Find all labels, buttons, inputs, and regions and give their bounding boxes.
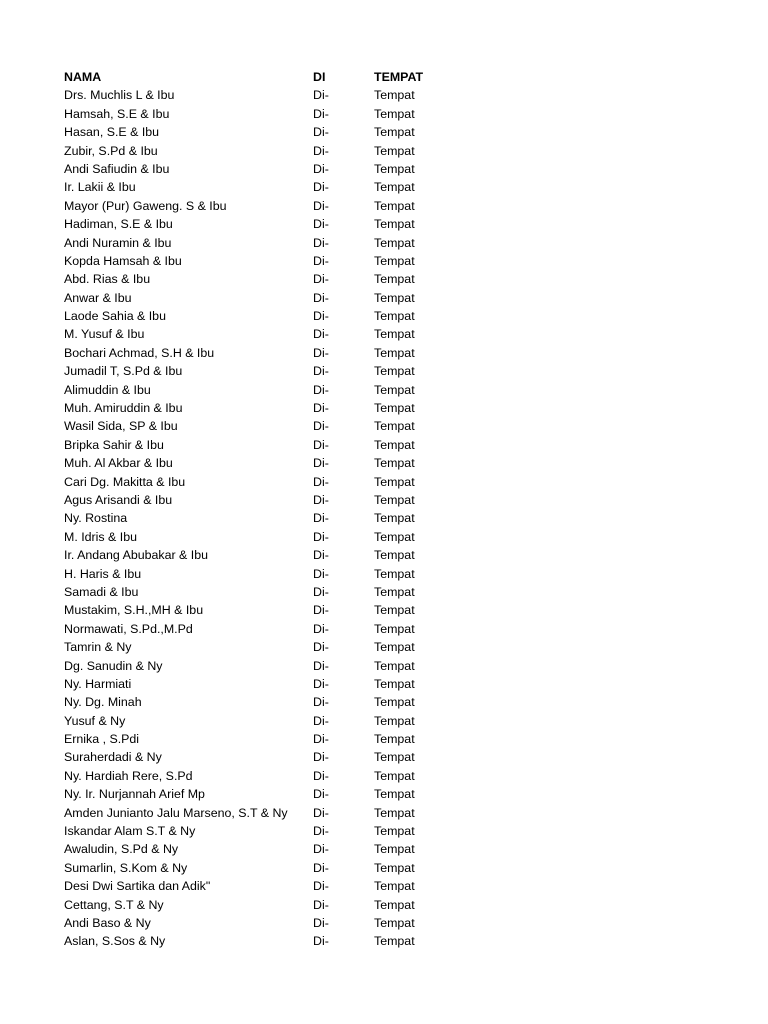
cell-nama: Desi Dwi Sartika dan Adik" [64, 879, 211, 894]
cell-nama: Aslan, S.Sos & Ny [64, 934, 166, 949]
cell-tempat: Tempat [374, 309, 415, 324]
cell-nama: M. Idris & Ibu [64, 529, 137, 544]
cell-di: Di- [313, 529, 329, 544]
cell-tempat: Tempat [374, 161, 415, 176]
cell-nama: Hasan, S.E & Ibu [64, 125, 160, 140]
cell-nama: Tamrin & Ny [64, 640, 132, 655]
cell-tempat: Tempat [374, 290, 415, 305]
cell-nama: Yusuf & Ny [64, 713, 126, 728]
cell-nama: Wasil Sida, SP & Ibu [64, 419, 178, 434]
cell-di: Di- [313, 897, 329, 912]
cell-di: Di- [313, 401, 329, 416]
cell-nama: Zubir, S.Pd & Ibu [64, 143, 158, 158]
cell-nama: Hamsah, S.E & Ibu [64, 106, 170, 121]
cell-tempat: Tempat [374, 327, 415, 342]
table-row [64, 546, 484, 564]
cell-tempat: Tempat [374, 253, 415, 268]
table-row [64, 160, 484, 178]
cell-tempat: Tempat [374, 897, 415, 912]
cell-tempat: Tempat [374, 364, 415, 379]
cell-di: Di- [313, 327, 329, 342]
cell-di: Di- [313, 566, 329, 581]
table-row [64, 896, 484, 914]
cell-nama: Ir. Andang Abubakar & Ibu [64, 548, 208, 563]
cell-tempat: Tempat [374, 492, 415, 507]
table-row [64, 399, 484, 417]
table-row [64, 270, 484, 288]
cell-di: Di- [313, 382, 329, 397]
table-row [64, 491, 484, 509]
cell-di: Di- [313, 805, 329, 820]
cell-tempat: Tempat [374, 437, 415, 452]
table-row [64, 840, 484, 858]
cell-di: Di- [313, 750, 329, 765]
cell-nama: Ir. Lakii & Ibu [64, 180, 136, 195]
cell-tempat: Tempat [374, 529, 415, 544]
cell-tempat: Tempat [374, 750, 415, 765]
cell-di: Di- [313, 824, 329, 839]
cell-tempat: Tempat [374, 805, 415, 820]
cell-nama: Alimuddin & Ibu [64, 382, 151, 397]
cell-tempat: Tempat [374, 824, 415, 839]
table-row [64, 638, 484, 656]
cell-nama: Jumadil T, S.Pd & Ibu [64, 364, 183, 379]
header-tempat: TEMPAT [374, 70, 424, 84]
table-row [64, 859, 484, 877]
cell-tempat: Tempat [374, 180, 415, 195]
cell-di: Di- [313, 456, 329, 471]
cell-nama: Dg. Sanudin & Ny [64, 658, 163, 673]
cell-di: Di- [313, 548, 329, 563]
cell-di: Di- [313, 437, 329, 452]
table-row [64, 583, 484, 601]
table-row [64, 178, 484, 196]
table-row [64, 693, 484, 711]
cell-di: Di- [313, 511, 329, 526]
table-row [64, 142, 484, 160]
table-row [64, 620, 484, 638]
table-row [64, 877, 484, 895]
cell-di: Di- [313, 419, 329, 434]
cell-nama: Mayor (Pur) Gaweng. S & Ibu [64, 198, 227, 213]
table-row [64, 914, 484, 932]
cell-nama: Drs. Muchlis L & Ibu [64, 88, 175, 103]
table-row [64, 509, 484, 527]
cell-tempat: Tempat [374, 732, 415, 747]
cell-tempat: Tempat [374, 768, 415, 783]
cell-di: Di- [313, 88, 329, 103]
cell-nama: H. Haris & Ibu [64, 566, 142, 581]
cell-nama: Ny. Ir. Nurjannah Arief Mp [64, 787, 205, 802]
cell-nama: Anwar & Ibu [64, 290, 132, 305]
cell-di: Di- [313, 106, 329, 121]
cell-di: Di- [313, 603, 329, 618]
table-row [64, 730, 484, 748]
table-row [64, 417, 484, 435]
cell-nama: Andi Baso & Ny [64, 915, 151, 930]
cell-tempat: Tempat [374, 695, 415, 710]
cell-di: Di- [313, 272, 329, 287]
cell-tempat: Tempat [374, 860, 415, 875]
cell-nama: Sumarlin, S.Kom & Ny [64, 860, 188, 875]
table-row [64, 748, 484, 766]
cell-nama: Andi Safiudin & Ibu [64, 161, 170, 176]
cell-tempat: Tempat [374, 88, 415, 103]
cell-tempat: Tempat [374, 676, 415, 691]
guest-list-table [64, 68, 484, 951]
cell-tempat: Tempat [374, 511, 415, 526]
cell-tempat: Tempat [374, 143, 415, 158]
cell-di: Di- [313, 658, 329, 673]
cell-nama: Ernika , S.Pdi [64, 732, 140, 747]
cell-di: Di- [313, 125, 329, 140]
table-row [64, 822, 484, 840]
header-di: DI [313, 70, 326, 84]
cell-di: Di- [313, 253, 329, 268]
cell-di: Di- [313, 235, 329, 250]
cell-di: Di- [313, 198, 329, 213]
cell-nama: Cari Dg. Makitta & Ibu [64, 474, 186, 489]
table-row [64, 454, 484, 472]
cell-nama: Awaludin, S.Pd & Ny [64, 842, 179, 857]
cell-nama: M. Yusuf & Ibu [64, 327, 145, 342]
cell-tempat: Tempat [374, 419, 415, 434]
cell-di: Di- [313, 345, 329, 360]
cell-nama: Samadi & Ibu [64, 584, 139, 599]
table-row [64, 785, 484, 803]
cell-di: Di- [313, 768, 329, 783]
cell-tempat: Tempat [374, 842, 415, 857]
cell-tempat: Tempat [374, 456, 415, 471]
cell-tempat: Tempat [374, 106, 415, 121]
cell-nama: Cettang, S.T & Ny [64, 897, 164, 912]
cell-tempat: Tempat [374, 621, 415, 636]
table-row [64, 767, 484, 785]
table-row [64, 289, 484, 307]
cell-tempat: Tempat [374, 934, 415, 949]
cell-tempat: Tempat [374, 584, 415, 599]
table-row [64, 234, 484, 252]
cell-nama: Hadiman, S.E & Ibu [64, 217, 173, 232]
cell-di: Di- [313, 621, 329, 636]
table-row [64, 528, 484, 546]
table-row [64, 436, 484, 454]
table-row [64, 804, 484, 822]
cell-di: Di- [313, 492, 329, 507]
cell-nama: Andi Nuramin & Ibu [64, 235, 172, 250]
cell-di: Di- [313, 180, 329, 195]
cell-tempat: Tempat [374, 401, 415, 416]
cell-tempat: Tempat [374, 548, 415, 563]
cell-nama: Iskandar Alam S.T & Ny [64, 824, 196, 839]
table-row [64, 712, 484, 730]
cell-tempat: Tempat [374, 198, 415, 213]
table-row [64, 215, 484, 233]
cell-nama: Mustakim, S.H.,MH & Ibu [64, 603, 204, 618]
cell-nama: Muh. Amiruddin & Ibu [64, 401, 183, 416]
table-header-row [64, 68, 484, 86]
cell-nama: Bochari Achmad, S.H & Ibu [64, 345, 215, 360]
cell-tempat: Tempat [374, 382, 415, 397]
cell-di: Di- [313, 787, 329, 802]
cell-di: Di- [313, 474, 329, 489]
cell-nama: Bripka Sahir & Ibu [64, 437, 164, 452]
table-body [64, 86, 484, 950]
table-row [64, 86, 484, 104]
table-row [64, 675, 484, 693]
cell-tempat: Tempat [374, 787, 415, 802]
cell-nama: Suraherdadi & Ny [64, 750, 162, 765]
table-row [64, 252, 484, 270]
cell-tempat: Tempat [374, 713, 415, 728]
cell-di: Di- [313, 915, 329, 930]
cell-nama: Abd. Rias & Ibu [64, 272, 151, 287]
cell-nama: Agus Arisandi & Ibu [64, 492, 173, 507]
cell-tempat: Tempat [374, 272, 415, 287]
cell-nama: Kopda Hamsah & Ibu [64, 253, 182, 268]
cell-di: Di- [313, 732, 329, 747]
table-row [64, 123, 484, 141]
cell-nama: Laode Sahia & Ibu [64, 309, 166, 324]
cell-di: Di- [313, 934, 329, 949]
cell-di: Di- [313, 640, 329, 655]
table-row [64, 105, 484, 123]
cell-nama: Ny. Rostina [64, 511, 128, 526]
header-nama: NAMA [64, 70, 102, 84]
cell-nama: Amden Junianto Jalu Marseno, S.T & Ny [64, 805, 288, 820]
cell-di: Di- [313, 290, 329, 305]
cell-nama: Ny. Hardiah Rere, S.Pd [64, 768, 193, 783]
cell-di: Di- [313, 364, 329, 379]
cell-di: Di- [313, 143, 329, 158]
cell-tempat: Tempat [374, 879, 415, 894]
cell-di: Di- [313, 860, 329, 875]
cell-di: Di- [313, 217, 329, 232]
table-row [64, 344, 484, 362]
table-row [64, 362, 484, 380]
table-row [64, 601, 484, 619]
cell-tempat: Tempat [374, 603, 415, 618]
cell-di: Di- [313, 879, 329, 894]
cell-tempat: Tempat [374, 658, 415, 673]
cell-nama: Normawati, S.Pd.,M.Pd [64, 621, 193, 636]
table-row [64, 307, 484, 325]
cell-di: Di- [313, 842, 329, 857]
cell-nama: Ny. Dg. Minah [64, 695, 142, 710]
table-row [64, 657, 484, 675]
table-row [64, 473, 484, 491]
cell-di: Di- [313, 584, 329, 599]
cell-di: Di- [313, 161, 329, 176]
cell-nama: Muh. Al Akbar & Ibu [64, 456, 173, 471]
table-row [64, 932, 484, 950]
cell-tempat: Tempat [374, 235, 415, 250]
cell-tempat: Tempat [374, 915, 415, 930]
cell-di: Di- [313, 309, 329, 324]
cell-di: Di- [313, 695, 329, 710]
table-row [64, 197, 484, 215]
table-row [64, 325, 484, 343]
cell-tempat: Tempat [374, 566, 415, 581]
cell-di: Di- [313, 713, 329, 728]
cell-tempat: Tempat [374, 217, 415, 232]
table-row [64, 565, 484, 583]
cell-tempat: Tempat [374, 474, 415, 489]
cell-tempat: Tempat [374, 640, 415, 655]
table-row [64, 381, 484, 399]
cell-tempat: Tempat [374, 345, 415, 360]
cell-di: Di- [313, 676, 329, 691]
cell-nama: Ny. Harmiati [64, 676, 132, 691]
cell-tempat: Tempat [374, 125, 415, 140]
